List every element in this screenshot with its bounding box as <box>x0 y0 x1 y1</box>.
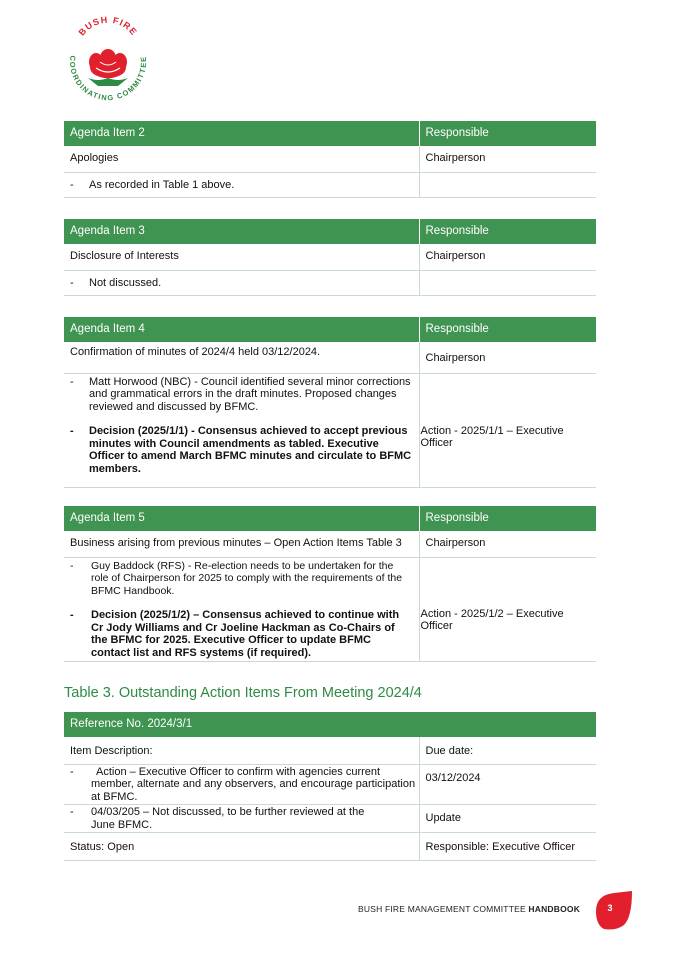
agenda-item-header: Agenda Item 3 <box>64 219 419 244</box>
responsible-value: Chairperson <box>419 342 596 373</box>
action-row <box>64 764 419 805</box>
responsible-value: Chairperson <box>419 244 596 270</box>
bullet-text: As recorded in Table 1 above. <box>89 178 235 191</box>
update-value: Update <box>419 805 596 833</box>
due-date-value: 03/12/2024 <box>419 764 596 805</box>
bullet-text: Matt Horwood (NBC) - Council identified several minor corrections and grammatical errors in the draft minutes. Proposed changes reviewed and discussed by BFMC. <box>89 375 411 413</box>
agenda-item-4-table <box>64 317 596 488</box>
discussion-cell <box>64 557 419 662</box>
action-text: Action - 2025/1/2 – Executive Officer <box>419 557 596 662</box>
update-row <box>64 805 419 833</box>
due-date-label: Due date: <box>419 737 596 764</box>
bullet-dash: - <box>70 765 74 778</box>
responsible-header: Responsible <box>419 506 596 531</box>
bullet-dash: - <box>70 178 74 191</box>
bullet-row <box>64 270 419 296</box>
bullet-row <box>64 172 419 198</box>
table-3-heading: Table 3. Outstanding Action Items From Meeting 2024/4 <box>64 685 422 701</box>
footer-title <box>358 904 580 914</box>
responsible-value: Chairperson <box>419 146 596 172</box>
waratah-flower-icon <box>88 49 128 86</box>
bullet-dash: - <box>70 559 74 572</box>
agenda-item-header: Agenda Item 5 <box>64 506 419 531</box>
logo-text-ring: COORDINATING COMMITTEE <box>67 55 149 103</box>
responsible-header: Responsible <box>419 121 596 146</box>
bullet-dash: - <box>70 375 74 388</box>
bullet-dash: - <box>70 806 74 818</box>
action-text: Action - 2025/1/1 – Executive Officer <box>419 373 596 488</box>
responsible-header: Responsible <box>419 317 596 342</box>
agenda-item-title: Apologies <box>64 146 419 172</box>
agenda-item-5-table <box>64 506 596 662</box>
bullet-text: Not discussed. <box>89 276 162 289</box>
agenda-item-title: Business arising from previous minutes – Open Action Items Table 3 <box>64 531 419 557</box>
discussion-cell <box>64 373 419 488</box>
agenda-item-header: Agenda Item 4 <box>64 317 419 342</box>
action-description: Action – Executive Officer to confirm with agencies current member, alternate and any observers, and encourage participation at BFMC. <box>91 765 416 803</box>
agenda-item-header: Agenda Item 2 <box>64 121 419 146</box>
responsible-empty <box>419 270 596 296</box>
status-value: Status: Open <box>64 833 419 861</box>
footer-text: BUSH FIRE MANAGEMENT COMMITTEE <box>358 904 526 914</box>
footer-bold-text: HANDBOOK <box>528 904 581 914</box>
logo-text-top: BUSH FIRE <box>76 14 140 38</box>
bullet-dash: - <box>70 425 74 437</box>
decision-text: Decision (2025/1/2) – Consensus achieved to continue with Cr Jody Williams and Cr Joeline Hackman as Co-Chairs of the BFMC for 2025. Executive Officer to update BFMC contact list and RFS systems (if required). <box>91 609 400 659</box>
agenda-item-3-table <box>64 219 596 296</box>
update-description: 04/03/205 – Not discussed, to be further reviewed at the June BFMC. <box>91 806 365 831</box>
agenda-item-title: Disclosure of Interests <box>64 244 419 270</box>
bullet-dash: - <box>70 609 74 621</box>
bullet-text: Guy Baddock (RFS) - Re-election needs to be undertaken for the role of Chairperson for 2025 to comply with the requirements of the BFMC Handbook. <box>91 559 403 597</box>
bfcc-logo <box>58 12 158 112</box>
bullet-dash: - <box>70 276 74 289</box>
outstanding-actions-table <box>64 712 596 861</box>
responsible-value: Responsible: Executive Officer <box>419 833 596 861</box>
responsible-empty <box>419 172 596 198</box>
responsible-value: Chairperson <box>419 531 596 557</box>
svg-text:BUSH FIRE <box>77 15 140 38</box>
agenda-item-title: Confirmation of minutes of 2024/4 held 03/12/2024. <box>64 342 419 373</box>
decision-text: Decision (2025/1/1) - Consensus achieved to accept previous minutes with Council amendments as tabled. Executive Officer to amend March BFMC minutes and circulate to BFMC members. <box>89 425 412 475</box>
page-number: 3 <box>607 903 613 913</box>
reference-header: Reference No. 2024/3/1 <box>64 712 596 737</box>
responsible-header: Responsible <box>419 219 596 244</box>
item-description-label: Item Description: <box>64 737 419 764</box>
agenda-item-2-table <box>64 121 596 198</box>
